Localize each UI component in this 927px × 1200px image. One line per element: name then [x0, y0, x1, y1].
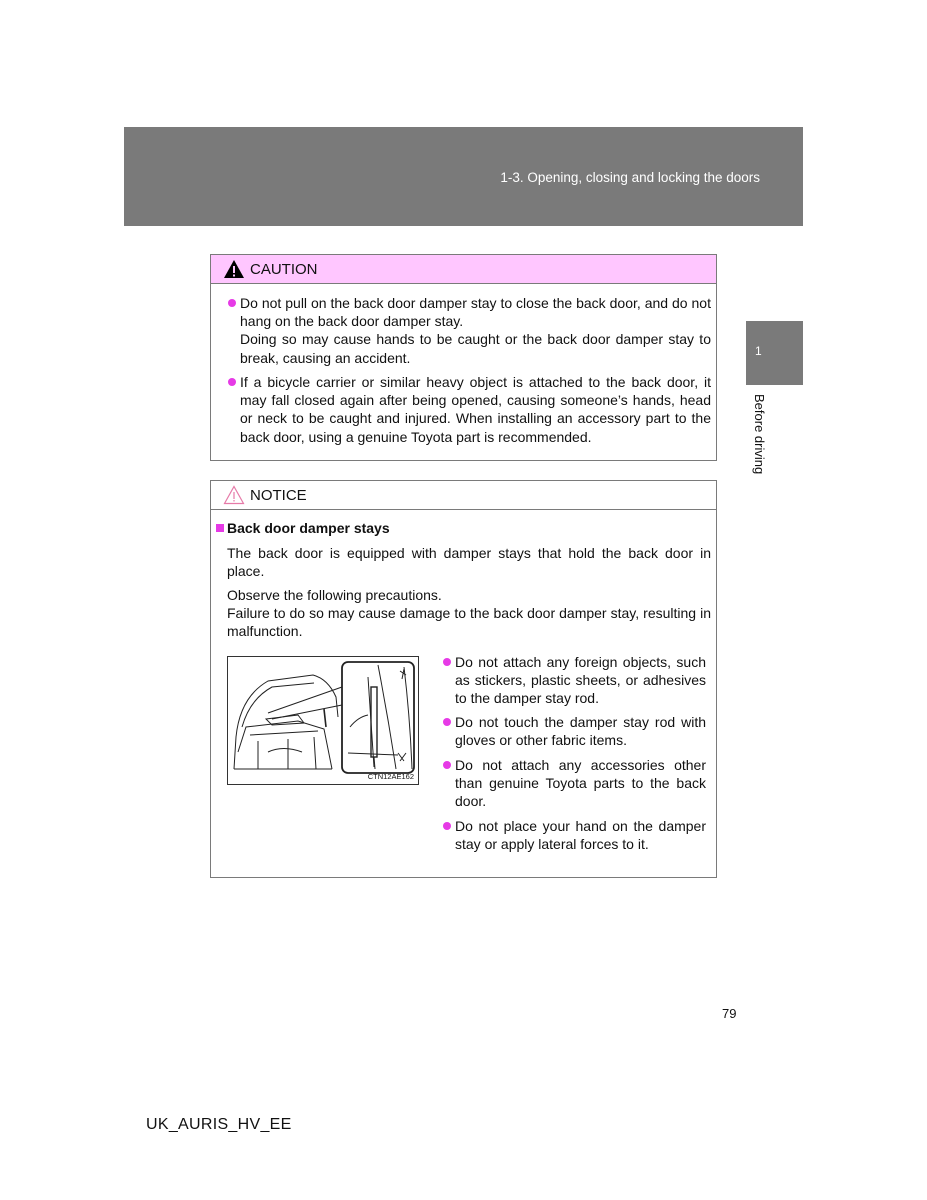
- page-number: 79: [722, 1006, 737, 1021]
- chapter-header: [124, 127, 803, 226]
- notice-item-1: [455, 653, 706, 708]
- notice-item-4: [455, 817, 706, 853]
- notice-paragraph-2: Observe the following precautions.: [227, 587, 442, 603]
- notice-paragraph-1: The back door is equipped with damper stays that hold the back door in place.: [227, 545, 711, 580]
- caution-item-1: [240, 294, 711, 367]
- bullet-dot-icon: [228, 378, 236, 386]
- caution-header: [211, 255, 716, 284]
- document-code: UK_AURIS_HV_EE: [146, 1116, 292, 1133]
- section-title-header: 1-3. Opening, closing and locking the doors: [500, 170, 760, 185]
- section-square-icon: [216, 524, 224, 532]
- bullet-dot-icon: [443, 658, 451, 666]
- notice-item-4-text: Do not place your hand on the damper stay or apply lateral forces to it.: [455, 818, 706, 853]
- caution-item-1-text-2: Doing so may cause hands to be caught or the back door damper stay to break, causing an accident.: [240, 331, 711, 366]
- notice-item-3-text: Do not attach any accessories other than genuine Toyota parts to the back door.: [455, 757, 706, 810]
- section-heading: Back door damper stays: [227, 520, 390, 536]
- notice-paragraph-3: Failure to do so may cause damage to the back door damper stay, resulting in malfunction.: [227, 605, 711, 640]
- notice-item-3: [455, 756, 706, 811]
- caution-heading: CAUTION: [250, 261, 318, 278]
- bullet-dot-icon: [443, 718, 451, 726]
- notice-item-2: [455, 713, 706, 749]
- notice-item-2-text: Do not touch the damper stay rod with gloves or other fabric items.: [455, 714, 706, 749]
- caution-item-2: [240, 373, 711, 446]
- notice-item-1-text: Do not attach any foreign objects, such as stickers, plastic sheets, or adhesives to the damper stay rod.: [455, 654, 706, 707]
- notice-heading: NOTICE: [250, 487, 307, 504]
- chapter-number: 1: [755, 344, 762, 358]
- illustration-code: CTN12AE162: [367, 772, 414, 781]
- car-back-door-drawing: [228, 657, 418, 784]
- caution-item-2-text: If a bicycle carrier or similar heavy object is attached to the back door, it may fall closed again after being opened, causing someone’s hands, head or neck to be caught and injured. When installing an accessory part to the back door, using a genuine Toyota part is recommended.: [240, 374, 711, 445]
- bullet-dot-icon: [443, 822, 451, 830]
- notice-triangle-icon: [223, 485, 245, 509]
- bullet-dot-icon: [228, 299, 236, 307]
- chapter-label: Before driving: [752, 394, 767, 475]
- bullet-dot-icon: [443, 761, 451, 769]
- damper-stay-illustration: [227, 656, 419, 785]
- warning-triangle-icon: [223, 259, 245, 283]
- chapter-tab: [746, 321, 803, 385]
- notice-header: [211, 481, 716, 510]
- caution-item-1-text-1: Do not pull on the back door damper stay to close the back door, and do not hang on the back door damper stay.: [240, 295, 711, 330]
